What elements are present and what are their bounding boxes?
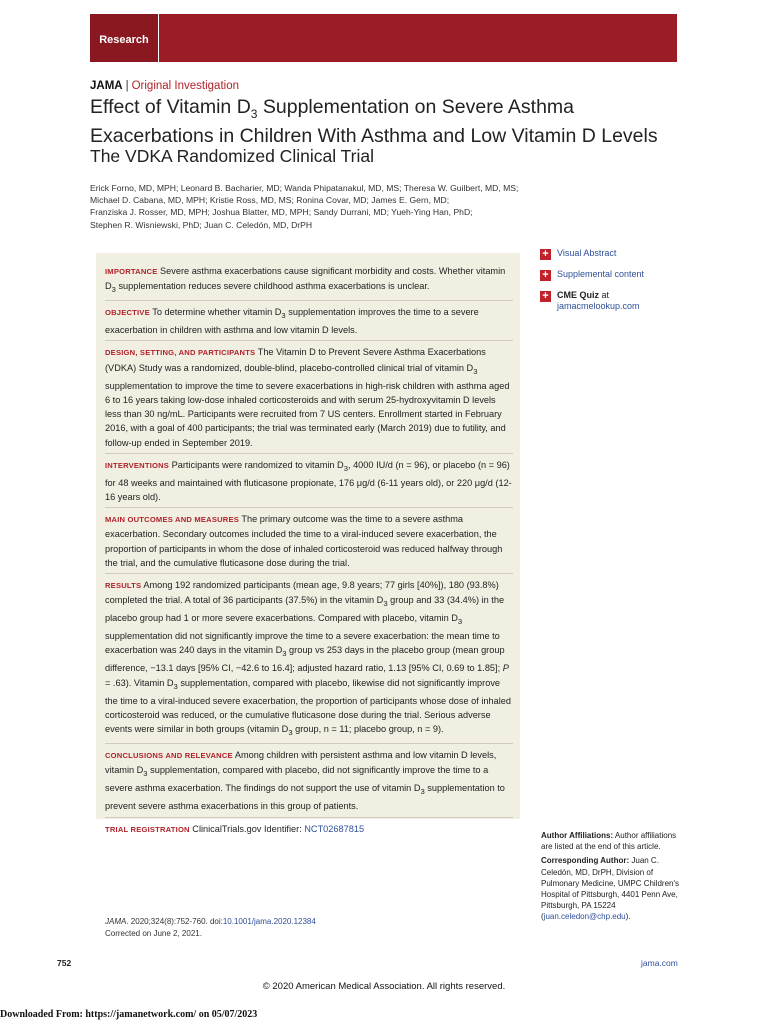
section-text: Among children with persistent asthma and low vitamin D levels, vitamin D — [105, 750, 497, 776]
copyright: © 2020 American Medical Association. All rights reserved. — [262, 981, 506, 992]
supplemental-content-link[interactable] — [540, 269, 700, 280]
subscript: 3 — [281, 311, 286, 321]
affiliations-heading: Author Affiliations: — [541, 831, 614, 840]
section-tab[interactable]: Research — [90, 14, 159, 62]
section-text: supplementation, compared with placebo, did not significantly improve the time to a severe asthma exacerbation. The findings do not support the use of vitamin D — [105, 765, 489, 794]
subscript: 3 — [457, 617, 463, 627]
affiliations-note — [541, 830, 681, 852]
citation-journal: JAMA — [105, 917, 127, 926]
abstract-outcomes — [105, 512, 513, 574]
section-banner — [90, 14, 677, 62]
section-text: Among 192 randomized participants (mean age, 9.8 years; 77 girls [40%]), 180 (93.8%) completed the trial. A total of 36 participants (37.5%) in the vitamin D — [105, 579, 499, 606]
subscript: 3 — [383, 599, 388, 608]
section-text: To determine whether vitamin D — [149, 307, 282, 318]
email-link[interactable]: juan.celedon@chp.edu — [543, 912, 626, 922]
section-text: ClinicalTrials.gov Identifier: — [189, 823, 305, 834]
author-line: Erick Forno, MD, MPH; Leonard B. Bacharier, MD; Wanda Phipatanakul, MD, MS; Theresa W. Guilbert, MD, MS; — [90, 183, 519, 193]
download-notice: Downloaded From: https://jamanetwork.com/ on 05/07/2023 — [0, 1009, 258, 1020]
subscript: 3 — [420, 787, 425, 797]
abstract-results — [105, 578, 513, 744]
supplemental-content-label[interactable]: Supplemental content — [557, 269, 645, 279]
section-text: group, n = 11; placebo group, n = 9). — [292, 724, 444, 735]
title-subscript: 3 — [250, 106, 258, 121]
section-heading: INTERVENTIONS — [105, 460, 170, 470]
cme-at: at — [599, 290, 610, 300]
section-text: supplementation, compared with placebo, likewise did not significantly improve the time to a viral-induced severe exacerbation, the proportion of participants whose dose of inhaled corticosteroid was reduced, or the cumulative fluticasone dose during the trial. Serious adverse events were similar in both groups (vitamin D — [105, 677, 512, 735]
subscript: 3 — [282, 649, 287, 659]
subscript: 3 — [173, 681, 178, 691]
section-text: The primary outcome was the time to a severe asthma exacerbation. Secondary outcomes included the time to a viral-induced severe exacerbation, the proportion of participants in whom the dose of inhaled corticosteroid was reduced halfway through the trial, and the cumulative fluticasone dose during the trial. — [105, 514, 503, 568]
title-part2: Supplementation on Severe Asthma Exacerbations in Children With Asthma and Low Vitamin D Levels — [90, 96, 658, 147]
section-heading: TRIAL REGISTRATION — [105, 824, 190, 834]
visual-abstract-label[interactable]: Visual Abstract — [557, 248, 617, 258]
affiliations-text: Author affiliations are listed at the end of this article. — [541, 831, 677, 852]
cme-url[interactable]: jamacmelookup.com — [557, 301, 640, 311]
abstract-importance — [105, 264, 513, 301]
section-heading: DESIGN, SETTING, AND PARTICIPANTS — [105, 348, 256, 358]
section-text: supplementation to improve the time to severe exacerbations in high-risk children with asthma aged 6 to 16 years taking low-dose inhaled corticosteroids and with serum 25-hydroxyvitamin D levels less than 30 ng/mL. Participants were recruited from 7 US centers. Enrollment started in February 2016, with a goal of 400 participants; the trial was terminated early (March 2019) due to futility, and follow-up ended in September 2019. — [105, 380, 510, 448]
citation — [105, 916, 445, 939]
section-text: group vs 253 days in the placebo group (mean group difference, −13.1 days [95% CI, −42.6 to 16.4]; adjusted hazard ratio, 1.13 [95% CI, 0.69 to 1.85]; — [105, 645, 505, 674]
subscript: 3 — [111, 285, 116, 295]
author-line: Michael D. Cabana, MD, MPH; Kristie Ross, MD, MS; Ronina Covar, MD; James E. Gern, MD; — [90, 195, 450, 206]
doi-link[interactable]: 10.1001/jama.2020.12384 — [222, 917, 316, 926]
abstract-objective — [105, 305, 513, 341]
section-text: supplementation reduces severe childhood asthma exacerbations is unclear. — [115, 281, 430, 292]
subscript: 3 — [143, 769, 148, 779]
abstract-conclusions — [105, 748, 513, 817]
journal-name: JAMA — [90, 80, 123, 92]
section-text: supplementation to prevent severe asthma exacerbations in this group of patients. — [105, 783, 505, 812]
corresponding-author — [541, 855, 681, 922]
plus-icon: + — [540, 249, 551, 260]
abstract — [105, 264, 513, 844]
corresponding-heading: Corresponding Author: — [541, 856, 630, 866]
section-text: supplementation did not significantly improve the time to a severe exacerbation: the mean time to exacerbation was 240 days in the vitamin D — [105, 631, 500, 656]
title-part1: Effect of Vitamin D — [90, 96, 251, 118]
subscript: 3 — [343, 463, 348, 473]
section-text: = .63). Vitamin D — [105, 677, 174, 688]
article-title — [90, 96, 680, 147]
section-heading: IMPORTANCE — [105, 267, 158, 276]
cme-quiz-link[interactable] — [540, 290, 700, 312]
citation-line — [105, 916, 445, 928]
side-links — [540, 248, 700, 322]
article-type: Original Investigation — [131, 80, 239, 92]
subscript: 3 — [288, 727, 293, 737]
corresponding-text: Juan C. Celedón, MD, DrPH, Division of Pulmonary Medicine, UMPC Children's Hospital of Pittsburgh, 4401 Penn Ave, Pittsburgh, PA 15224 ( — [541, 856, 680, 922]
cme-quiz-label: CME Quiz — [557, 290, 599, 300]
section-text: The Vitamin D to Prevent Severe Asthma Exacerbations (VDKA) Study was a randomized, double-blind, placebo-controlled clinical trial of vitamin D — [105, 347, 486, 373]
section-heading: OBJECTIVE — [105, 308, 150, 318]
author-line: Stephen R. Wisniewski, PhD; Juan C. Celedón, MD, DrPH — [90, 219, 313, 230]
abstract-registration — [105, 822, 513, 840]
plus-icon: + — [540, 270, 551, 281]
section-heading: RESULTS — [105, 580, 142, 590]
corresponding-end: ). — [625, 912, 631, 922]
visual-abstract-link[interactable] — [540, 248, 700, 259]
p-symbol: P — [502, 663, 509, 674]
journal-site-link[interactable]: jama.com — [641, 958, 678, 968]
section-text: Participants were randomized to vitamin D — [169, 459, 344, 470]
abstract-design — [105, 345, 513, 453]
subscript: 3 — [473, 366, 478, 376]
section-text: supplementation improves the time to a severe exacerbation in children with asthma and low vitamin D levels. — [105, 307, 479, 336]
citation-ref: . 2020;324(8):752-760. doi: — [126, 917, 223, 926]
section-heading: MAIN OUTCOMES AND MEASURES — [105, 515, 240, 525]
section-text: , 4000 IU/d (n = 96), or placebo (n = 96) for 48 weeks and maintained with fluticasone propionate, 176 μg/d (6-11 years old), or 220 μg/d (12-16 years old). — [105, 459, 512, 502]
author-list — [90, 182, 530, 231]
article-subtitle: The VDKA Randomized Clinical Trial — [90, 146, 375, 166]
section-text: group and 33 (34.4%) in the placebo group had 1 or more severe exacerbations. Compared with placebo, vitamin D — [105, 595, 505, 624]
page-number: 752 — [57, 958, 72, 968]
section-text: Severe asthma exacerbations cause significant morbidity and costs. Whether vitamin D — [105, 266, 506, 292]
plus-icon: + — [540, 291, 551, 302]
article-kicker — [90, 80, 239, 92]
abstract-interventions — [105, 458, 513, 508]
trial-registration-link[interactable]: NCT02687815 — [304, 823, 365, 834]
correction-note: Corrected on June 2, 2021. — [105, 928, 202, 938]
section-heading: CONCLUSIONS AND RELEVANCE — [105, 751, 233, 761]
author-affiliations — [541, 830, 681, 923]
author-line: Franziska J. Rosser, MD, MPH; Joshua Blatter, MD, MPH; Sandy Durrani, MD; Yueh-Ying Han, PhD; — [90, 207, 473, 218]
kicker-separator: | — [125, 80, 129, 92]
